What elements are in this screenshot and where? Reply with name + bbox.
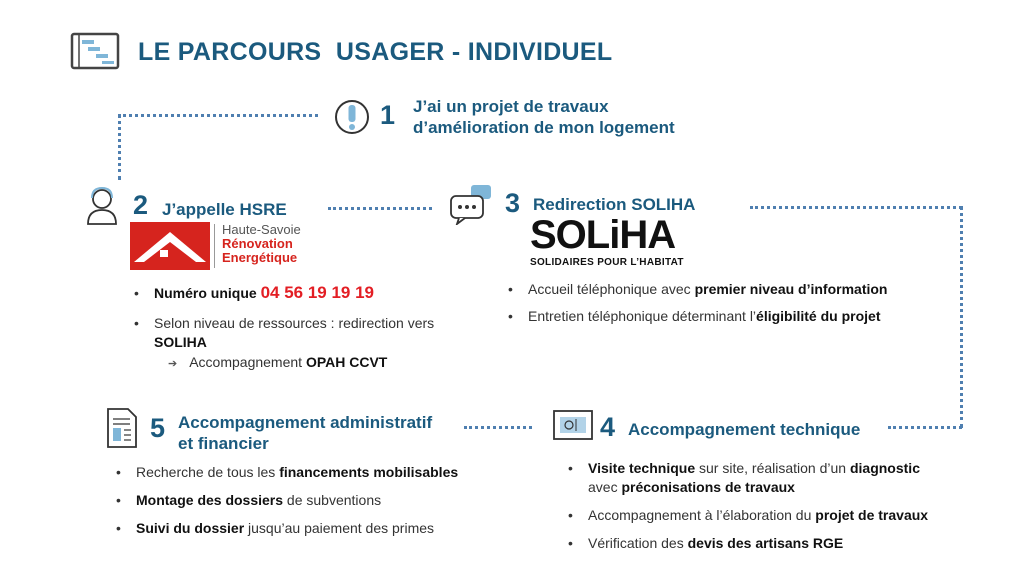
hsre-logo-line3: Energétique [222, 250, 298, 265]
page-title: LE PARCOURS USAGER - INDIVIDUEL [138, 38, 613, 66]
step-1-line2: d’amélioration de mon logement [413, 118, 675, 137]
step-4-heading: Accompagnement technique [628, 420, 861, 439]
connector-4-5 [464, 426, 532, 429]
step-2-list [128, 282, 488, 352]
hsre-roof-icon [130, 222, 210, 270]
exclamation-circle-icon [333, 98, 371, 141]
list-item [128, 314, 488, 352]
list-item [128, 282, 488, 304]
redirection-text: Selon niveau de ressources : redirection vers [154, 315, 435, 331]
step-1-number: 1 [380, 100, 396, 130]
blueprint-icon [552, 409, 594, 448]
step-5-number: 5 [150, 413, 166, 443]
list-item: • Visite technique sur site, réalisation d’un diagnostic avec préconisations de travaux [562, 459, 1002, 497]
person-icon [84, 186, 120, 231]
list-item: • Suivi du dossier jusqu’au paiement des primes [110, 519, 530, 538]
soliha-tagline: SOLIDAIRES POUR L’HABITAT [530, 257, 684, 268]
step-1-line1: J’ai un projet de travaux [413, 97, 609, 116]
step-2-subitem: ➔ Accompagnement OPAH CCVT [168, 354, 388, 370]
connector-4-right [888, 426, 962, 429]
hsre-logo-line1: Haute-Savoie [222, 222, 301, 237]
document-icon [106, 407, 138, 454]
redirection-target: SOLIHA [154, 334, 207, 350]
step-3-number: 3 [505, 188, 521, 218]
hsre-logo-line2: Rénovation [222, 236, 293, 251]
list-item: • Montage des dossiers de subventions [110, 491, 530, 510]
connector-3-right [750, 206, 962, 209]
connector-2-3 [328, 207, 432, 210]
list-item: • Recherche de tous les financements mobilisables [110, 463, 530, 482]
chat-bubbles-icon [449, 183, 495, 230]
gantt-chart-icon [70, 32, 120, 72]
arrow-right-icon: ➔ [168, 358, 178, 370]
phone-number: 04 56 19 19 19 [260, 283, 375, 302]
connector-1-left [118, 114, 121, 180]
step-5-list [110, 463, 530, 538]
list-item: • Accompagnement à l’élaboration du projet de travaux [562, 506, 1002, 525]
step-2-heading: J’appelle HSRE [162, 200, 287, 219]
phone-label: Numéro unique [154, 285, 261, 301]
step-4-list [562, 459, 1002, 553]
list-item: • Vérification des devis des artisans RGE [562, 534, 1002, 553]
list-item: • Entretien téléphonique déterminant l’éligibilité du projet [502, 307, 972, 326]
soliha-logo [530, 213, 730, 269]
step-4-number: 4 [600, 412, 616, 442]
step-3-heading: Redirection SOLIHA [533, 195, 696, 214]
step-3-list [502, 280, 972, 326]
soliha-brand: SOLiHA [530, 213, 676, 257]
step-5-heading: Accompagnement administratif et financier [178, 413, 433, 453]
step-1-heading [413, 96, 675, 138]
connector-1-top [118, 114, 318, 117]
list-item: • Accueil téléphonique avec premier niveau d’information [502, 280, 972, 299]
step-2-number: 2 [133, 190, 149, 220]
hsre-logo [130, 222, 330, 270]
